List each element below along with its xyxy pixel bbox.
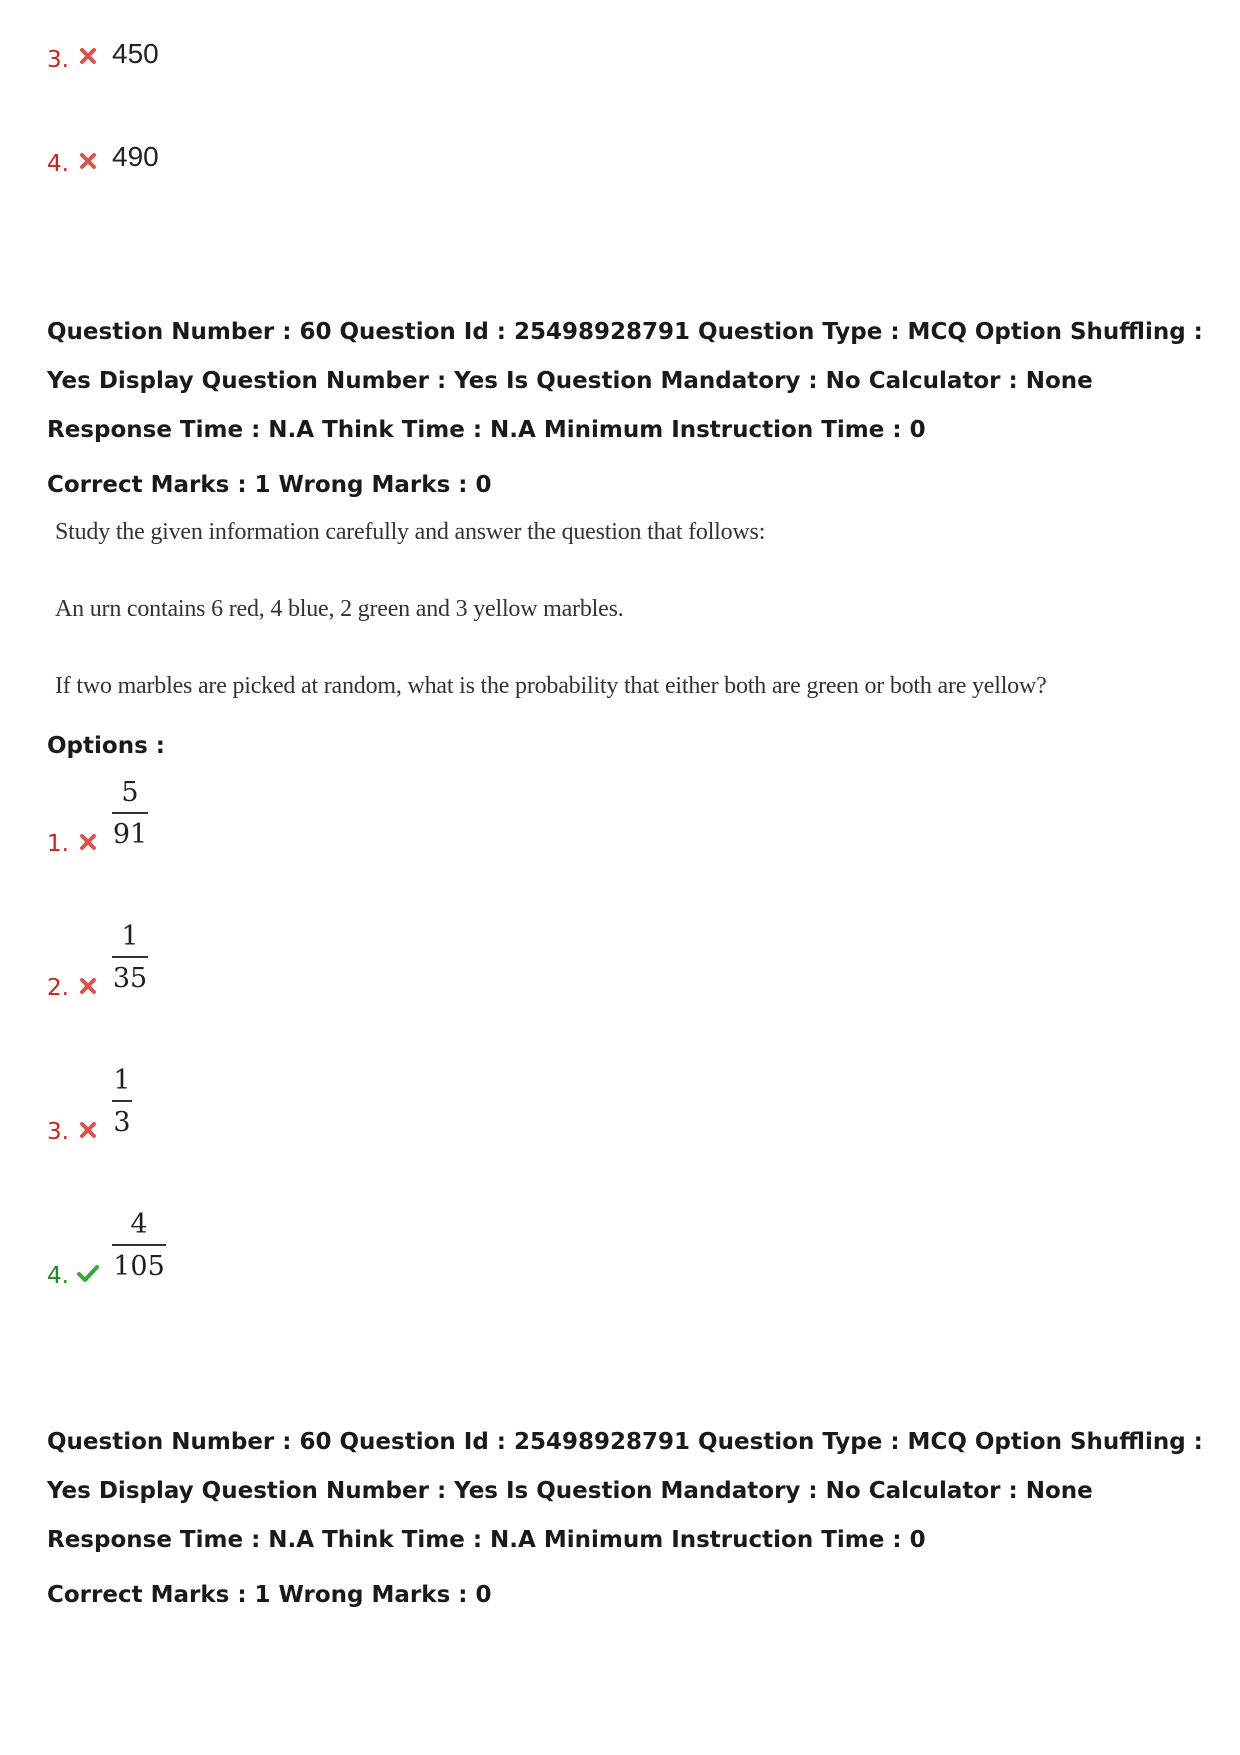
option-number: 3. xyxy=(47,1119,69,1145)
option-number: 4. xyxy=(47,151,69,177)
denominator: 35 xyxy=(112,963,148,994)
option-value: 450 xyxy=(112,38,159,69)
option-number: 1. xyxy=(47,831,69,857)
denominator: 91 xyxy=(112,819,148,850)
numerator: 1 xyxy=(113,1065,131,1096)
cross-icon xyxy=(77,45,99,67)
question-prompt: If two marbles are picked at random, what is the probability that either both are green or both are yellow? xyxy=(55,673,1047,699)
denominator: 3 xyxy=(113,1107,131,1138)
option-number: 3. xyxy=(47,47,69,73)
fraction xyxy=(112,1066,132,1138)
next-question-marks: Correct Marks : 1 Wrong Marks : 0 xyxy=(47,1582,492,1608)
cross-icon xyxy=(77,1119,99,1141)
fraction xyxy=(112,922,148,994)
option-number: 4. xyxy=(47,1263,69,1289)
question-instruction: Study the given information carefully and answer the question that follows: xyxy=(55,519,766,545)
denominator: 105 xyxy=(113,1251,165,1282)
question-meta: Question Number : 60 Question Id : 25498928791 Question Type : MCQ Option Shuffling : Yes Display Question Number : Yes Is Question Mandatory : No Calculator : None Response Time : N.A Think Time : N.A Minimum Instruction Time : 0 xyxy=(47,319,1203,443)
option-number: 2. xyxy=(47,975,69,1001)
cross-icon xyxy=(77,831,99,853)
options-label: Options : xyxy=(47,733,165,759)
fraction xyxy=(112,1210,166,1282)
numerator: 1 xyxy=(121,921,139,952)
numerator: 4 xyxy=(130,1209,148,1240)
question-info: An urn contains 6 red, 4 blue, 2 green and 3 yellow marbles. xyxy=(55,596,624,622)
numerator: 5 xyxy=(121,777,139,808)
next-question-meta: Question Number : 60 Question Id : 25498928791 Question Type : MCQ Option Shuffling : Yes Display Question Number : Yes Is Question Mandatory : No Calculator : None Response Time : N.A Think Time : N.A Minimum Instruction Time : 0 xyxy=(47,1429,1203,1553)
fraction xyxy=(112,778,148,850)
cross-icon xyxy=(77,975,99,997)
question-marks: Correct Marks : 1 Wrong Marks : 0 xyxy=(47,472,492,498)
cross-icon xyxy=(77,150,99,172)
option-value: 490 xyxy=(112,141,159,172)
check-icon xyxy=(76,1262,100,1284)
